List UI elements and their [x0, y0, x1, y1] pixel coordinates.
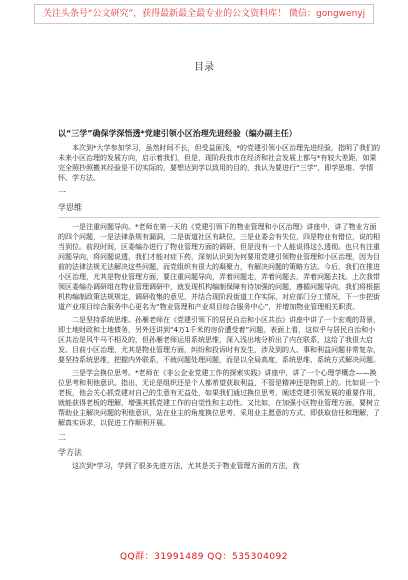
section-2-title: 学方法	[58, 448, 82, 457]
paragraph-1: 一是注重问题导向。*老师在第一天的《党建引领下的物业管理和小区治理》讲座中，讲了物业方面的四个问题，一是法律条规有漏洞，二是街道社区有缺位，三是业委会有失位，四是物业有错位，说的相当到位。前段时间，区委编办进行了物业管理方面的调研，但是没有一个人能说得这么透彻。也只有注重问题导向，将问题说透，我们才能对症下药，深刻认识到为何要用党建引领物业管理和小区治理，因为目前的法律法规无法解决这些问题，而党组织有很大的凝聚力，有解决问题的策略方法。今后，我们在推进小区治理，尤其是物业管理方面，要注重问题导向，弄着问题走，弄着问题去，弄着问题去找。上次我带领区委编办调研组在物业管理调研中，就发现机构编制保障有待加强的问题，遵循问题导向，我们将根据机构编制政策法规规定，调研收集的意见，并结合现阶段街道工作实际，对应部门分工情况，下一步把街道产业项目综合服务中心更名为“物业管理和产业项目综合服务中心”，并增加物业管理相关职责。	[58, 223, 380, 311]
section-1-title: 学思维	[58, 203, 82, 212]
toc-title: 目录	[194, 62, 214, 73]
section-1-number: 一	[58, 188, 66, 197]
article-body	[58, 128, 380, 474]
article-intro: 本次到*大学参加学习，虽然时间不长，但受益匪浅，*的党建引领小区治理先进经验，指明了我们的未来小区治理的发展方向，启示着我们，但是，现阶段我市在经济和社会发展上都与*有较大差距，如果完全照抄照搬其经验是不切实际的，要想达到学以致用的目的，我认为要进行“三学”，即学思维、学情怀、学方法。	[58, 144, 380, 182]
paragraph-4: 这次到*学习，学到了很多先进方法，尤其是关于物业管理方面的方法，我	[72, 462, 300, 470]
paragraph-3: 三是学会换位思考。*老师在《非公企业党建工作的探索实践》讲座中，讲了一个心理学概念——换位思考和利他意识。指出，无论是组织还是个人都希望获取利益，不管是精神还是物质上的。比如说一个老板，他会关心抓党建对自己的生意有无益处，如果我们通过换位思考，阐述党建引领发展的重要作用，就能获得老板的理解，增强其抓党建工作的自觉性和主动性。又比如，在加强小区物业管理方面，要树立帮助业主解决问题的利他意识，站在业主的角度换位思考，采用业主愿意的方式，即获取信任和理解，了解真实诉求，以促进工作顺利开展。	[58, 369, 380, 427]
article-title: 以“三学”确保学深悟透*党建引领小区治理先进经验（编办副主任）	[58, 129, 297, 138]
paragraph-2: 二是坚持系统思维。孙雁老师在《党建引领下的居民自治和小区共治》讲座中讲了一个宏观的背景，即土地财政和土地债务，另外还讲到“4万1千米的房价遭受着”问题，表面上看，这似乎与居民自治和小区共治是风牛马不相及的，但孙雁老师运用系统思维，深入浅出地分析出了内在联系，这给了我很大启发。目前小区治理，尤其是物业管理方面，纠纷和投诉时有发生，涉及到的人、事和利益问题非常复杂，要坚持系统思维，把握内外联系，不就问题处理问题，而是以全局高度，系统思维、系统方式解决问题。	[58, 316, 380, 364]
section-2-number: 二	[58, 433, 66, 442]
banner-text: 关注头条号“公文研究”，获得最新最全最专业的公文资料库！ 微信：gongwenyj	[34, 4, 374, 24]
top-banner	[0, 0, 408, 28]
footer-contact: QQ群：31991489 QQ：535304092	[119, 552, 289, 562]
section-divider	[58, 217, 380, 218]
